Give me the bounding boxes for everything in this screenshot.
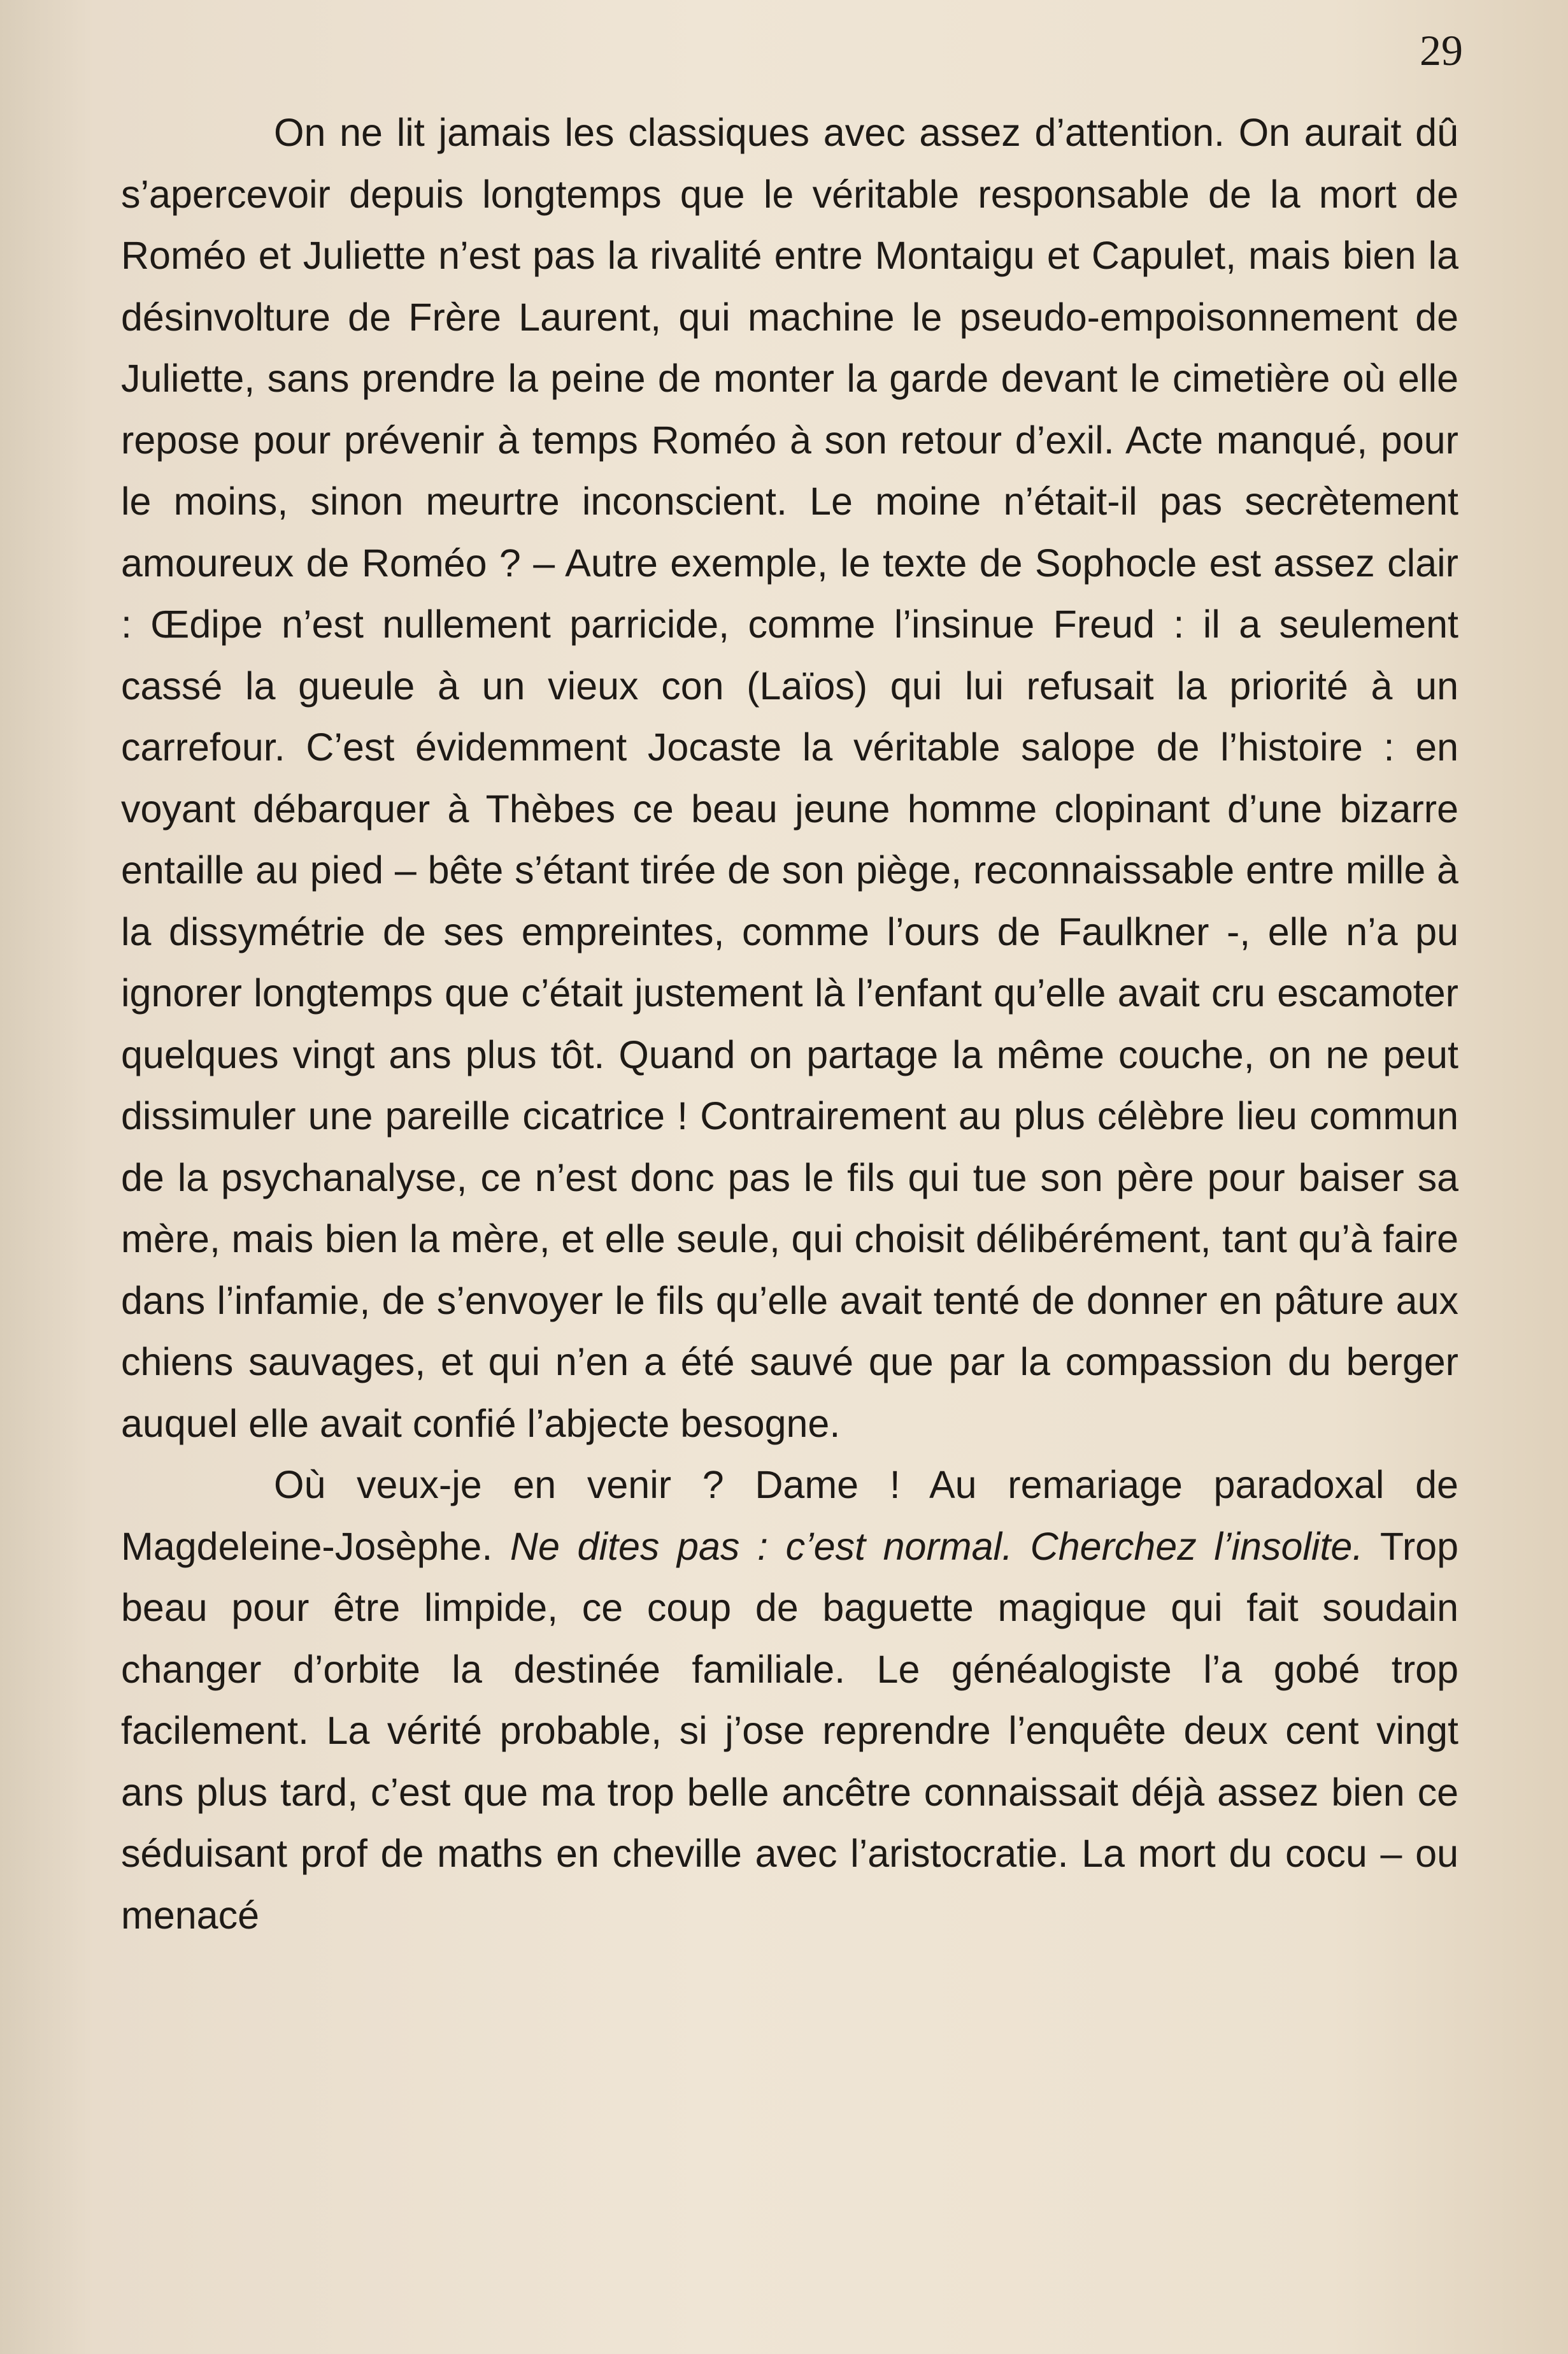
paragraph-2-text-before: Où veux-je en venir ? Dame ! Au remariage paradoxal de Magdeleine-Josèphe. <box>121 1463 1458 1568</box>
paragraph-1: On ne lit jamais les classiques avec assez d’attention. On aurait dû s’apercevoir depuis longtemps que le véritable responsable de la mort de Roméo et Juliette n’est pas la rivalité entre Montaigu et Capulet, mais bien la désinvolture de Frère Laurent, qui machine le pseudo-empoisonnement de Juliette, sans prendre la peine de monter la garde devant le cimetière où elle repose pour prévenir à temps Roméo à son retour d’exil. Acte manqué, pour le moins, sinon meurtre inconscient. Le moine n’était-il pas secrètement amoureux de Roméo ? – Autre exemple, le texte de Sophocle est assez clair : Œdipe n’est nullement parricide, comme l’insinue Freud : il a seulement cassé la gueule à un vieux con (Laïos) qui lui refusait la priorité à un carrefour. C’est évidemment Jocaste la véritable salope de l’histoire : en voyant débarquer à Thèbes ce beau jeune homme clopinant d’une bizarre entaille au pied – bête s’étant tirée de son piège, reconnaissable entre mille à la dissymétrie de ses empreintes, comme l’ours de Faulkner -, elle n’a pu ignorer longtemps que c’était justement là l’enfant qu’elle avait cru escamoter quelques vingt ans plus tôt. Quand on partage la même couche, on ne peut dissimuler une pareille cicatrice ! Contrairement au plus célèbre lieu commun de la psychanalyse, ce n’est donc pas le fils qui tue son père pour baiser sa mère, mais bien la mère, et elle seule, qui choisit délibérément, tant qu’à faire dans l’infamie, de s’envoyer le fils qu’elle avait tenté de donner en pâture aux chiens sauvages, et qui n’en a été sauvé que par la compassion du berger auquel elle avait confié l’abjecte besogne. <box>121 111 1458 1445</box>
paragraph-2 <box>121 1454 1458 1946</box>
body-text <box>121 102 1458 1946</box>
paragraph-2-italic-quote: Ne dites pas : c’est normal. Cherchez l’insolite. <box>510 1524 1364 1568</box>
page-number: 29 <box>1420 26 1463 75</box>
paragraph-2-text-after: Trop beau pour être limpide, ce coup de baguette magique qui fait soudain changer d’orbite la destinée familiale. Le généalogiste l’a gobé trop facilement. La vérité probable, si j’ose reprendre l’enquête deux cent vingt ans plus tard, c’est que ma trop belle ancêtre connaissait déjà assez bien ce séduisant prof de maths en cheville avec l’aristocratie. La mort du cocu – ou menacé <box>121 1524 1459 1937</box>
